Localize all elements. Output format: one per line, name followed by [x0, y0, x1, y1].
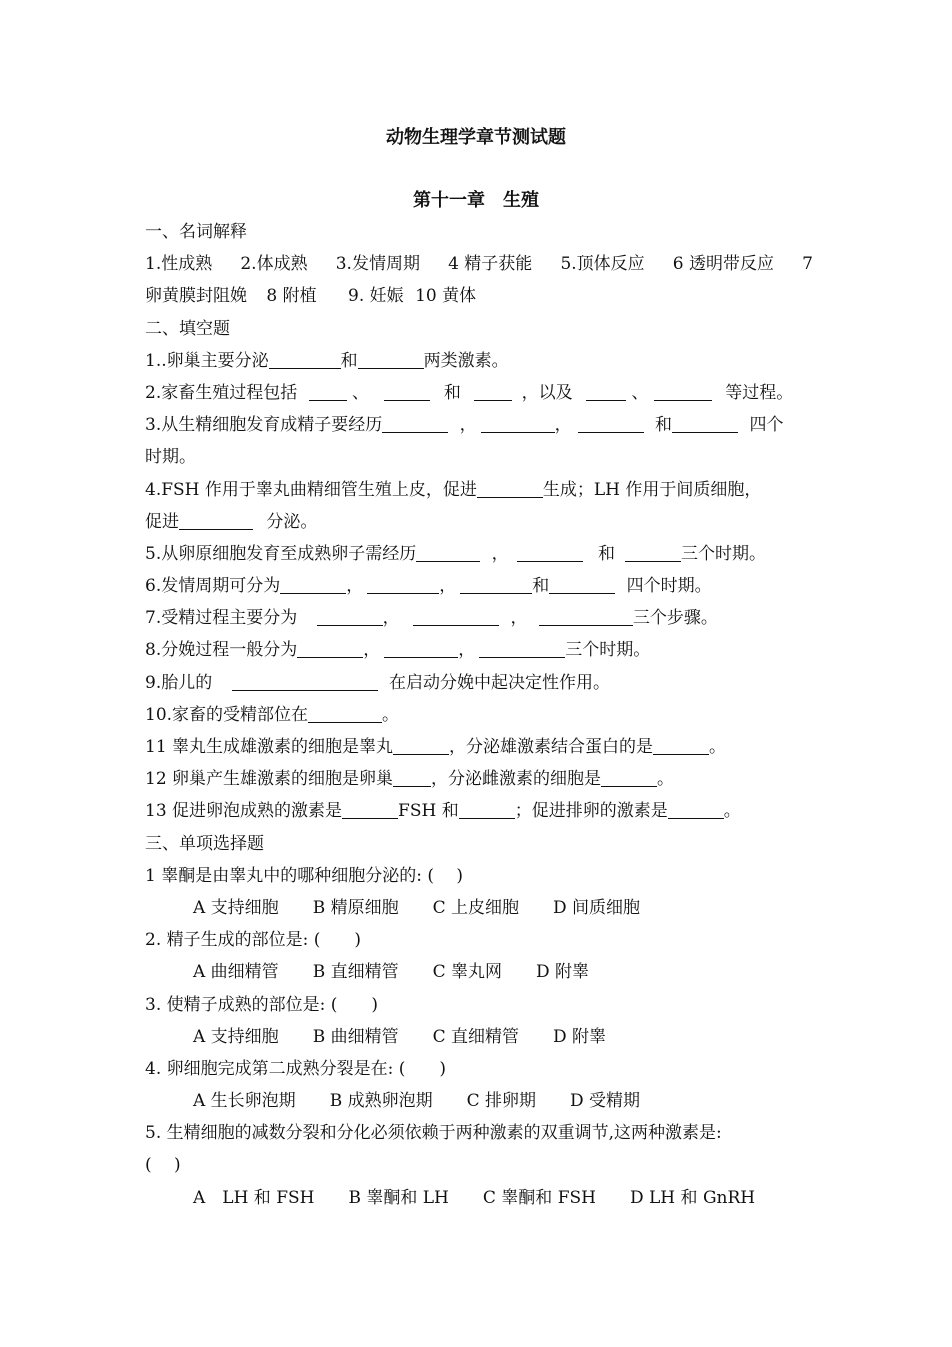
choice-option[interactable]: C 排卵期 [466, 1091, 537, 1112]
choice-question: 1 睾酮是由睾丸中的哪种细胞分泌的: ( ) [145, 865, 464, 886]
fill-question-cont: 时期。 [145, 447, 196, 468]
choice-question: 5. 生精细胞的减数分裂和分化必须依赖于两种激素的双重调节,这两种激素是: [145, 1123, 722, 1144]
fill-question: 10.家畜的受精部位在 。 [145, 704, 400, 725]
fill-question: 9.胎儿的 在启动分娩中起决定性作用。 [145, 672, 611, 693]
answer-blank[interactable] [342, 801, 398, 819]
answer-blank[interactable] [459, 801, 515, 819]
term: 10 黄体 [415, 286, 477, 307]
answer-blank[interactable] [625, 544, 681, 562]
choice-option[interactable]: D LH 和 GnRH [629, 1187, 756, 1208]
choice-option[interactable]: D 受精期 [570, 1091, 641, 1112]
choice-options [145, 892, 813, 924]
choice-question-cont: ( ) [145, 1155, 181, 1176]
answer-blank[interactable] [654, 383, 712, 401]
answer-blank[interactable] [280, 576, 346, 594]
fill-question: 2.家畜生殖过程包括 、 和 ，以及 、 等过程。 [145, 382, 794, 403]
document-body [145, 216, 813, 1214]
choice-option[interactable]: C 上皮细胞 [432, 897, 520, 918]
answer-blank[interactable] [539, 608, 633, 626]
choice-option[interactable]: B 成熟卵泡期 [329, 1091, 433, 1112]
answer-blank[interactable] [367, 576, 439, 594]
term: 2.体成熟 [240, 254, 308, 275]
section-heading: 三、单项选择题 [145, 833, 264, 854]
answer-blank[interactable] [413, 608, 499, 626]
answer-blank[interactable] [358, 351, 424, 369]
answer-blank[interactable] [479, 640, 565, 658]
term: 4 精子获能 [448, 254, 533, 275]
term: 卵黄膜封阻娩 [145, 286, 247, 307]
answer-blank[interactable] [586, 383, 626, 401]
choice-options [145, 1021, 813, 1053]
fill-question: 3.从生精细胞发育成精子要经历 ， ， 和 四个 [145, 415, 784, 436]
choice-option[interactable]: D 附睾 [553, 1026, 607, 1047]
term-list-line [145, 280, 813, 312]
answer-blank[interactable] [309, 383, 347, 401]
choice-option[interactable]: A LH 和 FSH [193, 1187, 315, 1208]
answer-blank[interactable] [578, 415, 644, 433]
document-title: 动物生理学章节测试题 [386, 127, 566, 148]
answer-blank[interactable] [668, 801, 724, 819]
term: 6 透明带反应 [672, 254, 775, 275]
answer-blank[interactable] [317, 608, 383, 626]
choice-option[interactable]: C 睾丸网 [432, 962, 503, 983]
section-heading: 一、名词解释 [145, 222, 247, 242]
choice-options [145, 956, 813, 988]
choice-option[interactable]: C 睾酮和 FSH [482, 1187, 596, 1208]
choice-option[interactable]: A 生长卵泡期 [193, 1091, 296, 1112]
choice-option[interactable]: B 精原细胞 [312, 897, 399, 918]
answer-blank[interactable] [393, 737, 449, 755]
choice-option[interactable]: C 直细精管 [432, 1026, 520, 1047]
term: 5.顶体反应 [560, 254, 645, 275]
answer-blank[interactable] [297, 640, 363, 658]
fill-question: 1..卵巢主要分泌 和 两类激素。 [145, 350, 509, 371]
answer-blank[interactable] [517, 544, 583, 562]
fill-question: 8.分娩过程一般分为 ， ， 三个时期。 [145, 640, 651, 661]
fill-question: 6.发情周期可分为 ， ， 和 四个时期。 [145, 576, 712, 597]
answer-blank[interactable] [653, 737, 709, 755]
answer-blank[interactable] [477, 480, 543, 498]
fill-question: 11 睾丸生成雄激素的细胞是睾丸 ，分泌雄激素结合蛋白的是 。 [145, 737, 727, 757]
fill-question: 13 促进卵泡成熟的激素是 FSH 和 ；促进排卵的激素是 。 [145, 801, 741, 822]
answer-blank[interactable] [474, 383, 512, 401]
answer-blank[interactable] [416, 544, 480, 562]
chapter-title: 第十一章 生殖 [413, 190, 539, 211]
fill-question: 7.受精过程主要分为 ， ， 三个步骤。 [145, 608, 718, 629]
answer-blank[interactable] [460, 576, 532, 594]
fill-question: 12 卵巢产生雄激素的细胞是卵巢 ，分泌雌激素的细胞是 。 [145, 769, 675, 790]
section-heading: 二、填空题 [145, 318, 230, 339]
answer-blank[interactable] [393, 769, 431, 787]
choice-option[interactable]: B 直细精管 [312, 962, 399, 983]
choice-option[interactable]: A 曲细精管 [193, 962, 279, 983]
choice-option[interactable]: B 睾酮和 LH [348, 1187, 449, 1208]
answer-blank[interactable] [601, 769, 657, 787]
answer-blank[interactable] [384, 383, 430, 401]
term: 9. 妊娠 [348, 286, 404, 307]
answer-blank[interactable] [232, 673, 378, 691]
answer-blank[interactable] [179, 512, 253, 530]
fill-question-cont: 促进 分泌。 [145, 511, 318, 532]
choice-question: 2. 精子生成的部位是: ( ) [145, 930, 362, 951]
fill-question: 4.FSH 作用于睾丸曲精细管生殖上皮，促进 生成；LH 作用于间质细胞， [145, 479, 762, 500]
choice-option[interactable]: D 间质细胞 [553, 897, 641, 918]
answer-blank[interactable] [269, 351, 341, 369]
fill-question: 5.从卵原细胞发育至成熟卵子需经历 ， 和 三个时期。 [145, 543, 767, 564]
term: 3.发情周期 [335, 254, 420, 275]
term: 8 附植 [266, 286, 317, 307]
term: 1.性成熟 [145, 254, 213, 275]
choice-options [145, 1085, 813, 1117]
choice-question: 4. 卵细胞完成第二成熟分裂是在: ( ) [145, 1058, 447, 1079]
choice-option[interactable]: D 附睾 [536, 962, 590, 983]
choice-option[interactable]: A 支持细胞 [193, 1026, 279, 1047]
answer-blank[interactable] [382, 415, 448, 433]
choice-question: 3. 使精子成熟的部位是: ( ) [145, 994, 379, 1015]
answer-blank[interactable] [672, 415, 738, 433]
answer-blank[interactable] [308, 705, 382, 723]
choice-options [145, 1182, 813, 1214]
answer-blank[interactable] [549, 576, 615, 594]
choice-option[interactable]: A 支持细胞 [193, 897, 279, 918]
choice-option[interactable]: B 曲细精管 [312, 1026, 399, 1047]
answer-blank[interactable] [481, 415, 555, 433]
term: 7 [802, 254, 813, 275]
term-list-line [145, 248, 813, 280]
answer-blank[interactable] [384, 640, 458, 658]
